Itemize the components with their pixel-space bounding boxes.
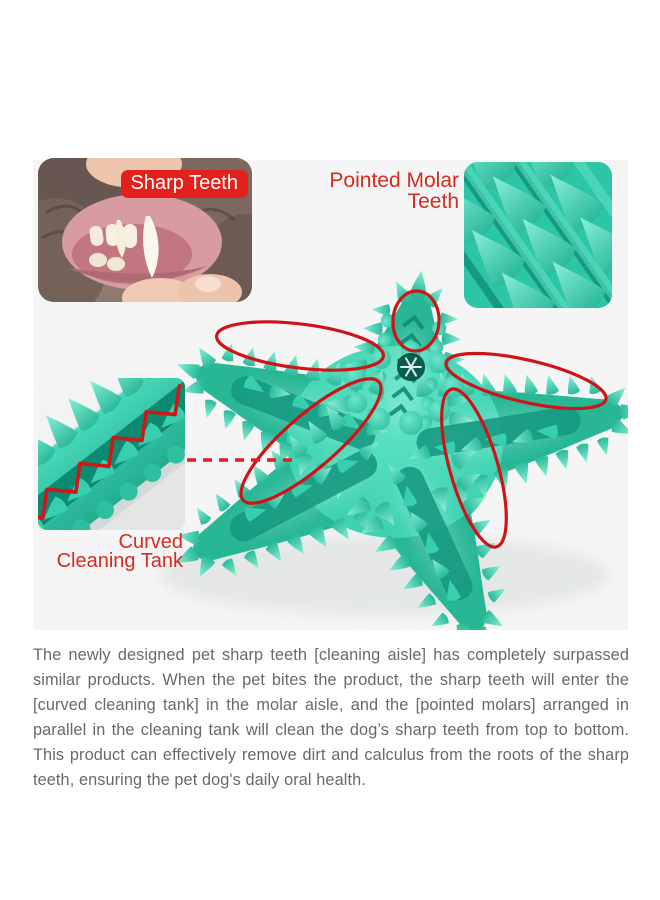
pointed-molar-closeup-photo [464,162,612,308]
sharp-teeth-label: Sharp Teeth [121,170,249,198]
pointed-molar-heading: Pointed Molar Teeth [329,169,459,213]
cleaning-tank-illustration [38,378,185,530]
curved-tank-heading: Curved Cleaning Tank [56,531,183,572]
molar-closeup-illustration [464,162,612,308]
product-description: The newly designed pet sharp teeth [cleaning aisle] has completely surpassed similar products. When the pet bites the product, the sharp teeth will enter the [curved cleaning tank] in the molar aisle, and the [pointed molars] arranged in parallel in the cleaning tank will clean the dog’s sharp teeth from top to bottom. This product can effectively remove dirt and calculus from the roots of the sharp teeth, ensuring the pet dog's daily oral health. [33,646,629,789]
cleaning-tank-closeup-photo [38,378,185,530]
